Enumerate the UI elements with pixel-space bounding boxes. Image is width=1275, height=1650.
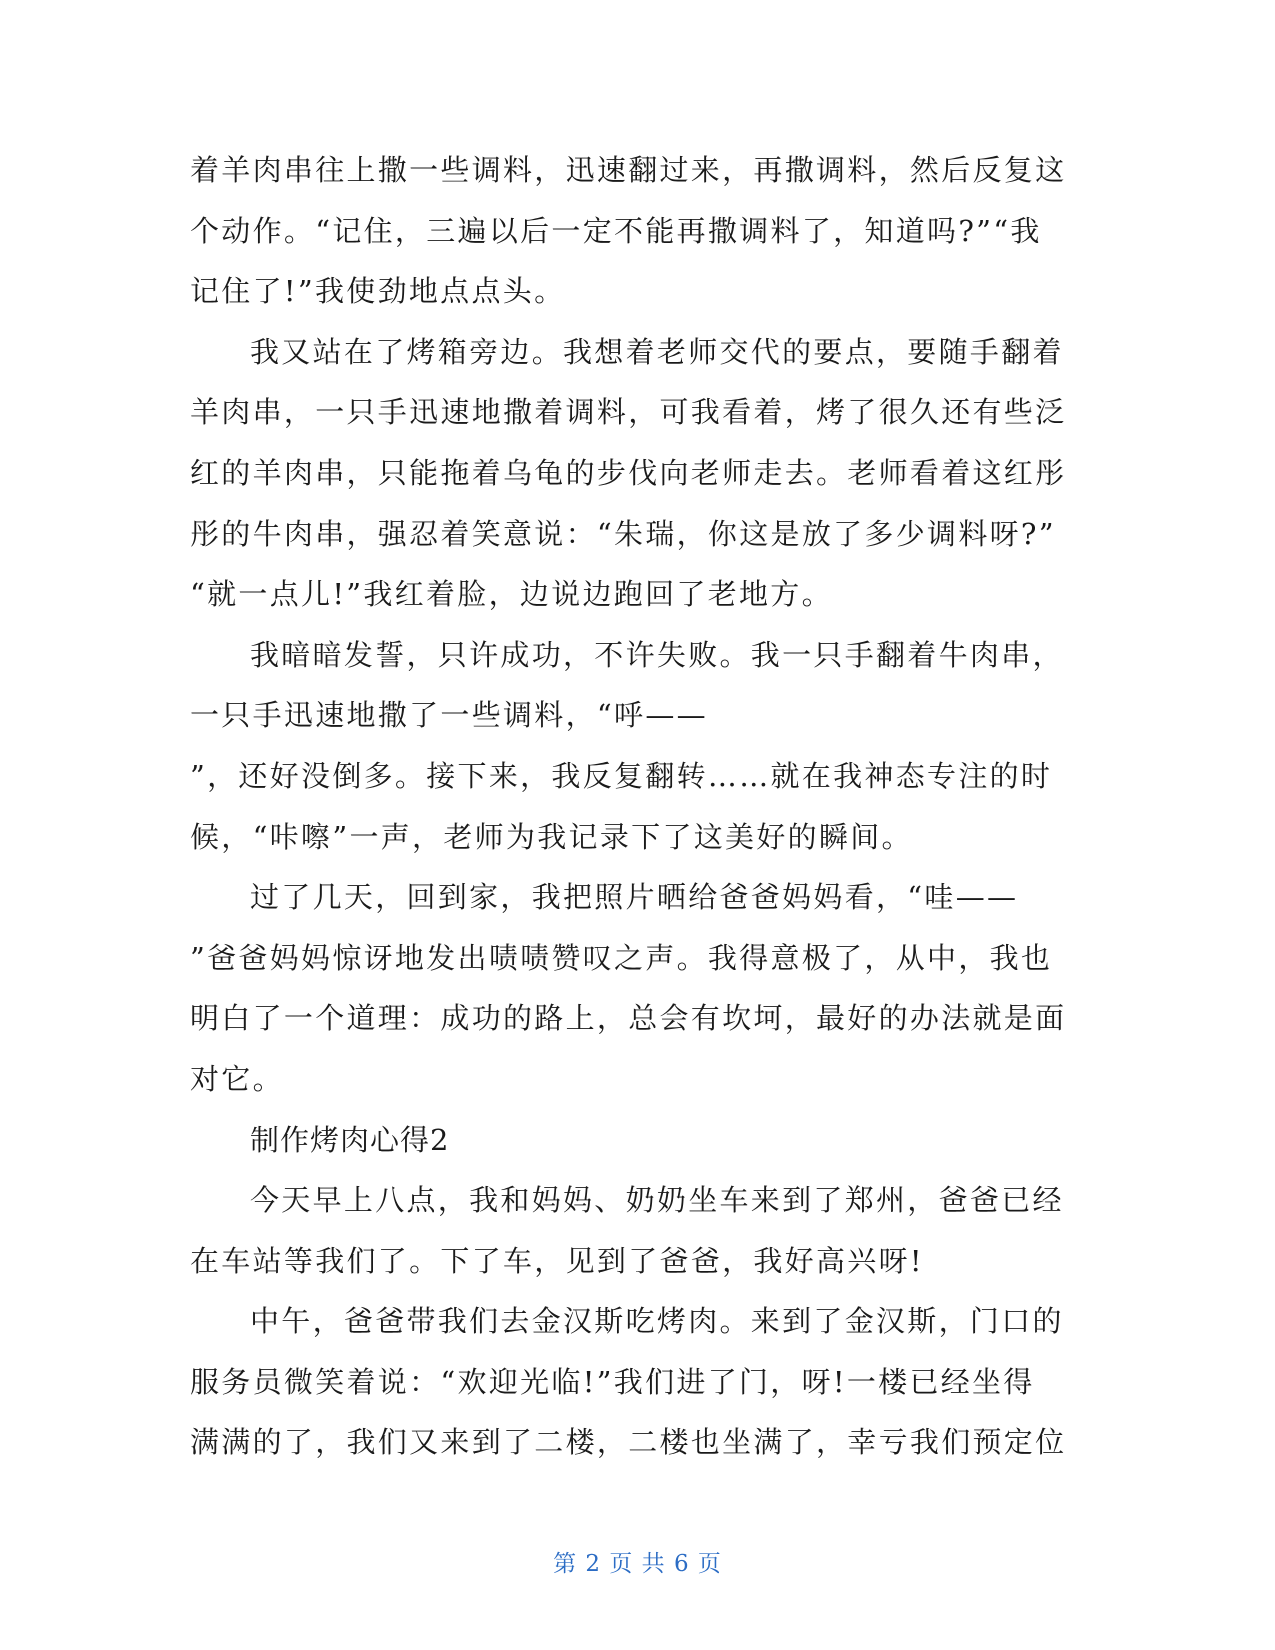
document-body: [190, 140, 1090, 1473]
text-line: 彤的牛肉串，强忍着笑意说：“朱瑞，你这是放了多少调料呀?”: [190, 516, 1056, 551]
page-number-footer: 第 2 页 共 6 页: [553, 1551, 722, 1577]
paragraph-start-line: 我又站在了烤箱旁边。我想着老师交代的要点，要随手翻着: [250, 334, 1064, 369]
text-line: 着羊肉串往上撒一些调料，迅速翻过来，再撒调料，然后反复这: [190, 153, 1067, 187]
text-line: 对它。: [190, 1061, 284, 1096]
text-line: 服务员微笑着说：“欢迎光临!”我们进了门，呀!一楼已经坐得: [190, 1364, 1035, 1399]
text-line: 记住了!”我使劲地点点头。: [190, 274, 566, 309]
text-line: ”，还好没倒多。接下来，我反复翻转……就在我神态专注的时: [190, 758, 1053, 793]
section-title: 制作烤肉心得2: [250, 1122, 450, 1157]
paragraph-start-line: 过了几天，回到家，我把照片晒给爸爸妈妈看，“哇——: [250, 880, 1019, 915]
text-line: 在车站等我们了。下了车，见到了爸爸，我好高兴呀!: [190, 1243, 924, 1278]
text-line: 明白了一个道理：成功的路上，总会有坎坷，最好的办法就是面: [190, 1001, 1067, 1036]
paragraph-start-line: 今天早上八点，我和妈妈、奶奶坐车来到了郑州，爸爸已经: [250, 1183, 1064, 1218]
paragraph-start-line: 中午，爸爸带我们去金汉斯吃烤肉。来到了金汉斯，门口的: [250, 1304, 1064, 1339]
text-line: ”爸爸妈妈惊讶地发出啧啧赞叹之声。我得意极了，从中，我也: [190, 940, 1053, 975]
text-line: 候，“咔嚓”一声，老师为我记录下了这美好的瞬间。: [190, 819, 913, 854]
text-line: 羊肉串，一只手迅速地撒着调料，可我看着，烤了很久还有些泛: [190, 395, 1067, 430]
text-line: 一只手迅速地撒了一些调料，“呼——: [190, 698, 708, 733]
paragraph-start-line: 我暗暗发誓，只许成功，不许失败。我一只手翻着牛肉串，: [250, 637, 1064, 672]
text-line: 个动作。“记住，三遍以后一定不能再撒调料了，知道吗?”“我: [190, 213, 1042, 248]
text-line: 满满的了，我们又来到了二楼，二楼也坐满了，幸亏我们预定位: [190, 1425, 1067, 1460]
text-line: “就一点儿!”我红着脸，边说边跑回了老地方。: [190, 577, 833, 612]
text-line: 红的羊肉串，只能拖着乌龟的步伐向老师走去。老师看着这红彤: [190, 455, 1067, 490]
